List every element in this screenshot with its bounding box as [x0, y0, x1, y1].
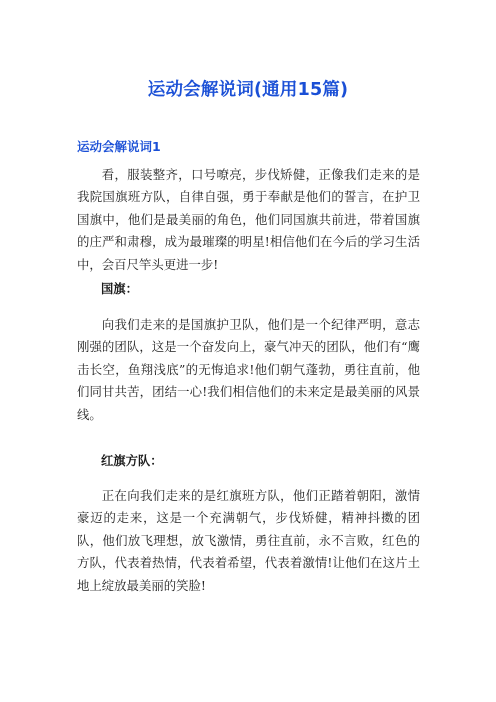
document-title: 运动会解说词(通用15篇) [147, 80, 349, 100]
hongqi-heading: 红旗方队： [101, 454, 163, 468]
guoqi-paragraph: 向我们走来的是国旗护卫队，他们是一个纪律严明，意志刚强的团队，这是一个奋发向上，豪气冲天的团队，他们有“鹰击长空，鱼翔浅底”的无悔追求!他们朝气蓬勃，勇往直前，他们同甘共苦，团结一心!我们相信他们的未来定是最美丽的风景线。 [77, 317, 420, 422]
section-heading: 运动会解说词1 [77, 139, 161, 154]
intro-paragraph: 看，服装整齐，口号嘹亮，步伐矫健，正像我们走来的是我院国旗班方队，自律自强，勇于奉献是他们的誓言，在护卫国旗中，他们是最美丽的角色，他们同国旗共前进，带着国旗的庄严和肃穆，成为最璀璨的明星!相信他们在今后的学习生活中，会百尺竿头更进一步! [77, 167, 420, 272]
guoqi-heading: 国旗： [101, 282, 138, 296]
hongqi-paragraph: 正在向我们走来的是红旗班方队，他们正踏着朝阳，激情豪迈的走来，这是一个充满朝气，步伐矫健，精神抖擞的团队，他们放飞理想，放飞激情，勇往直前，永不言败，红色的方队，代表着热情，代表着希望，代表着激情!让他们在这片土地上绽放最美丽的笑脸! [77, 488, 420, 593]
